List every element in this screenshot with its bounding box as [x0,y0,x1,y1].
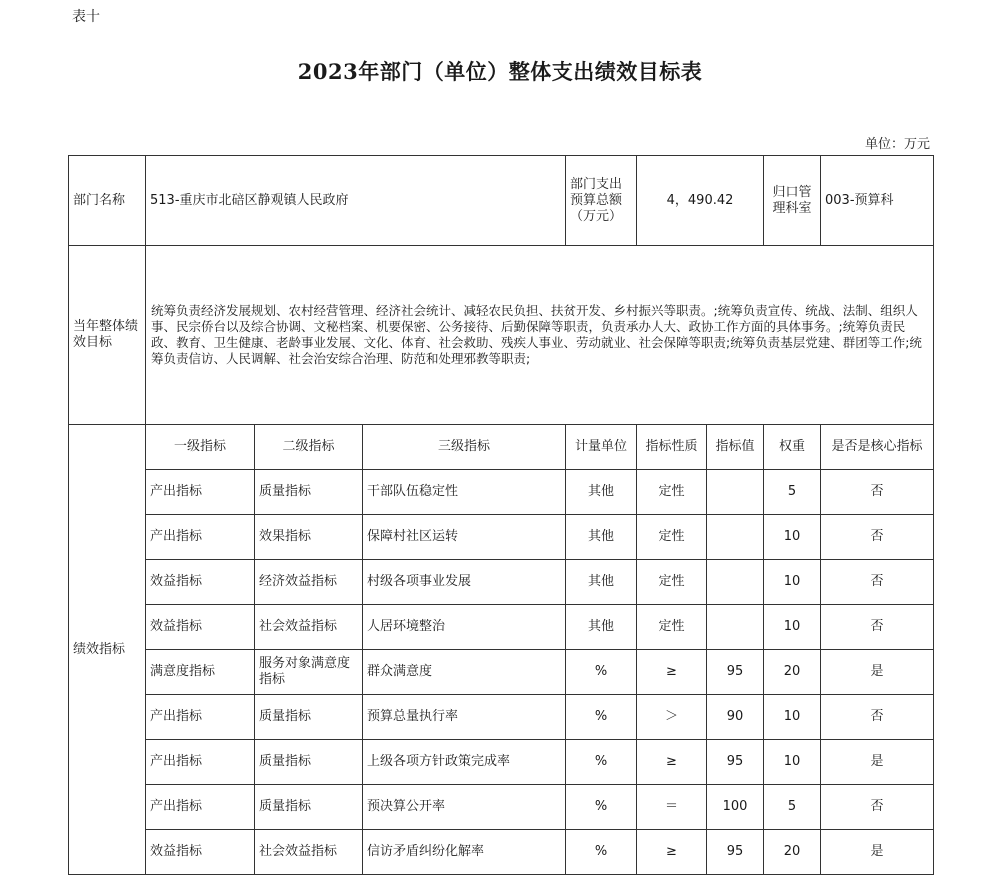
level2-cell: 质量指标 [255,695,363,740]
col-level3: 三级指标 [363,425,566,470]
level3-cell: 预算总量执行率 [363,695,566,740]
level1-cell: 产出指标 [146,515,255,560]
nature-cell: 定性 [637,470,707,515]
table-row [69,740,934,785]
goal-label: 当年整体绩效目标 [69,246,146,425]
table-row [69,560,934,605]
col-nature: 指标性质 [637,425,707,470]
unit-cell: % [566,740,637,785]
value-cell [707,605,764,650]
nature-cell: 定性 [637,560,707,605]
col-unit: 计量单位 [566,425,637,470]
unit-cell: 其他 [566,470,637,515]
goal-row [69,246,934,425]
budget-value: 4，490.42 [637,156,764,246]
core-cell: 是 [821,650,934,695]
level2-cell: 质量指标 [255,470,363,515]
level1-cell: 产出指标 [146,695,255,740]
dept-name-label: 部门名称 [69,156,146,246]
col-level2: 二级指标 [255,425,363,470]
table-row [69,695,934,740]
weight-cell: 10 [764,605,821,650]
nature-cell: ≥ [637,830,707,875]
header-row [69,156,934,246]
performance-table [68,155,934,875]
level2-cell: 服务对象满意度指标 [255,650,363,695]
level3-cell: 信访矛盾纠纷化解率 [363,830,566,875]
level1-cell: 满意度指标 [146,650,255,695]
nature-cell: 定性 [637,605,707,650]
indicator-column-header [69,425,934,470]
level2-cell: 质量指标 [255,740,363,785]
level2-cell: 经济效益指标 [255,560,363,605]
col-level1: 一级指标 [146,425,255,470]
value-cell: 90 [707,695,764,740]
value-cell [707,470,764,515]
col-weight: 权重 [764,425,821,470]
unit-cell: 其他 [566,605,637,650]
level1-cell: 产出指标 [146,785,255,830]
value-cell [707,560,764,605]
office-label: 归口管理科室 [764,156,821,246]
table-row [69,515,934,560]
value-cell: 95 [707,650,764,695]
weight-cell: 10 [764,695,821,740]
core-cell: 否 [821,605,934,650]
unit-cell: % [566,830,637,875]
table-row [69,650,934,695]
weight-cell: 20 [764,830,821,875]
nature-cell: ≥ [637,740,707,785]
level1-cell: 效益指标 [146,560,255,605]
budget-label: 部门支出预算总额（万元） [566,156,637,246]
level3-cell: 上级各项方针政策完成率 [363,740,566,785]
col-core: 是否是核心指标 [821,425,934,470]
core-cell: 是 [821,830,934,875]
table-row [69,785,934,830]
core-cell: 否 [821,470,934,515]
weight-cell: 10 [764,560,821,605]
page-title: 2023年部门（单位）整体支出绩效目标表 [297,59,703,84]
weight-cell: 10 [764,740,821,785]
nature-cell: ＝ [637,785,707,830]
weight-cell: 5 [764,785,821,830]
table-label: 表十 [72,9,100,25]
level1-cell: 产出指标 [146,470,255,515]
weight-cell: 5 [764,470,821,515]
unit-note: 单位：万元 [864,137,930,152]
level2-cell: 社会效益指标 [255,605,363,650]
weight-cell: 20 [764,650,821,695]
level2-cell: 质量指标 [255,785,363,830]
core-cell: 是 [821,740,934,785]
unit-cell: 其他 [566,515,637,560]
level3-cell: 村级各项事业发展 [363,560,566,605]
office-value: 003-预算科 [821,156,934,246]
nature-cell: ＞ [637,695,707,740]
col-value: 指标值 [707,425,764,470]
nature-cell: 定性 [637,515,707,560]
table-row [69,470,934,515]
level1-cell: 效益指标 [146,830,255,875]
table-row [69,830,934,875]
unit-cell: % [566,650,637,695]
table-row [69,605,934,650]
unit-cell: 其他 [566,560,637,605]
level1-cell: 产出指标 [146,740,255,785]
unit-cell: % [566,695,637,740]
level3-cell: 保障村社区运转 [363,515,566,560]
level3-cell: 干部队伍稳定性 [363,470,566,515]
value-cell: 95 [707,740,764,785]
level3-cell: 群众满意度 [363,650,566,695]
goal-text: 统筹负责经济发展规划、农村经营管理、经济社会统计、减轻农民负担、扶贫开发、乡村振兴等职责。;统筹负责宣传、统战、法制、组织人事、民宗侨台以及综合协调、文秘档案、机要保密、公务接待、后勤保障等职责，负责承办人大、政协工作方面的具体事务。;统筹负责民政、教育、卫生健康、老龄事业发展、文化、体育、社会救助、残疾人事业、劳动就业、社会保障等职责;统筹负责基层党建、群团等工作;统筹负责信访、人民调解、社会治安综合治理、防范和处理邪教等职责; [146,246,934,425]
core-cell: 否 [821,785,934,830]
level3-cell: 预决算公开率 [363,785,566,830]
value-cell: 95 [707,830,764,875]
value-cell [707,515,764,560]
dept-name-value: 513-重庆市北碚区静观镇人民政府 [146,156,566,246]
nature-cell: ≥ [637,650,707,695]
core-cell: 否 [821,515,934,560]
level2-cell: 效果指标 [255,515,363,560]
weight-cell: 10 [764,515,821,560]
indicators-label: 绩效指标 [69,425,146,875]
core-cell: 否 [821,560,934,605]
level3-cell: 人居环境整治 [363,605,566,650]
core-cell: 否 [821,695,934,740]
level1-cell: 效益指标 [146,605,255,650]
value-cell: 100 [707,785,764,830]
level2-cell: 社会效益指标 [255,830,363,875]
unit-cell: % [566,785,637,830]
